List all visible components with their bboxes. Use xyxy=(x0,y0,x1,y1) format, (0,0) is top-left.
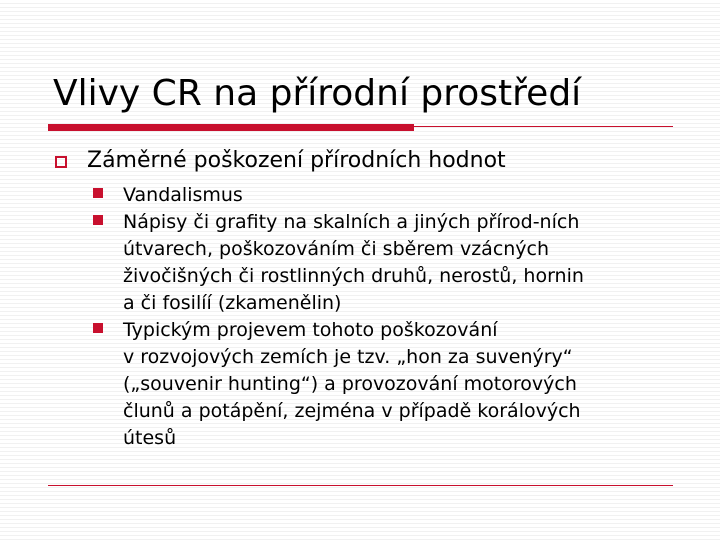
slide-title: Vlivy CR na přírodní prostředí xyxy=(53,73,582,114)
filled-square-bullet-icon xyxy=(93,188,103,198)
sub-bullet-item xyxy=(93,182,695,209)
filled-square-bullet-icon xyxy=(93,323,103,333)
sub-bullet-item xyxy=(93,317,695,452)
sub-bullet-item xyxy=(93,209,695,317)
hollow-square-bullet-icon xyxy=(55,156,67,168)
main-bullet-block xyxy=(55,146,695,452)
main-bullet-text: Záměrné poškození přírodních hodnot xyxy=(87,148,506,173)
sub-bullet-text: Nápisy či grafity na skalních a jiných přírod-ních útvarech, poškozováním či sběrem vzácných živočišných či rostlinných druhů, nerostů, hornin a či fosilíí (zkamenělin) xyxy=(123,211,584,314)
title-underline-accent xyxy=(48,124,414,131)
main-bullet xyxy=(55,146,695,176)
sub-bullet-text: Typickým projevem tohoto poškozování v rozvojových zemích je tzv. „hon za suvenýry“ („souvenir hunting“) a provozování motorových člunů a potápění, zejména v případě korálových útesů xyxy=(123,319,581,449)
sub-bullet-text: Vandalismus xyxy=(123,184,243,206)
filled-square-bullet-icon xyxy=(93,215,103,225)
bottom-rule xyxy=(48,485,673,486)
sub-bullet-list xyxy=(93,182,695,452)
